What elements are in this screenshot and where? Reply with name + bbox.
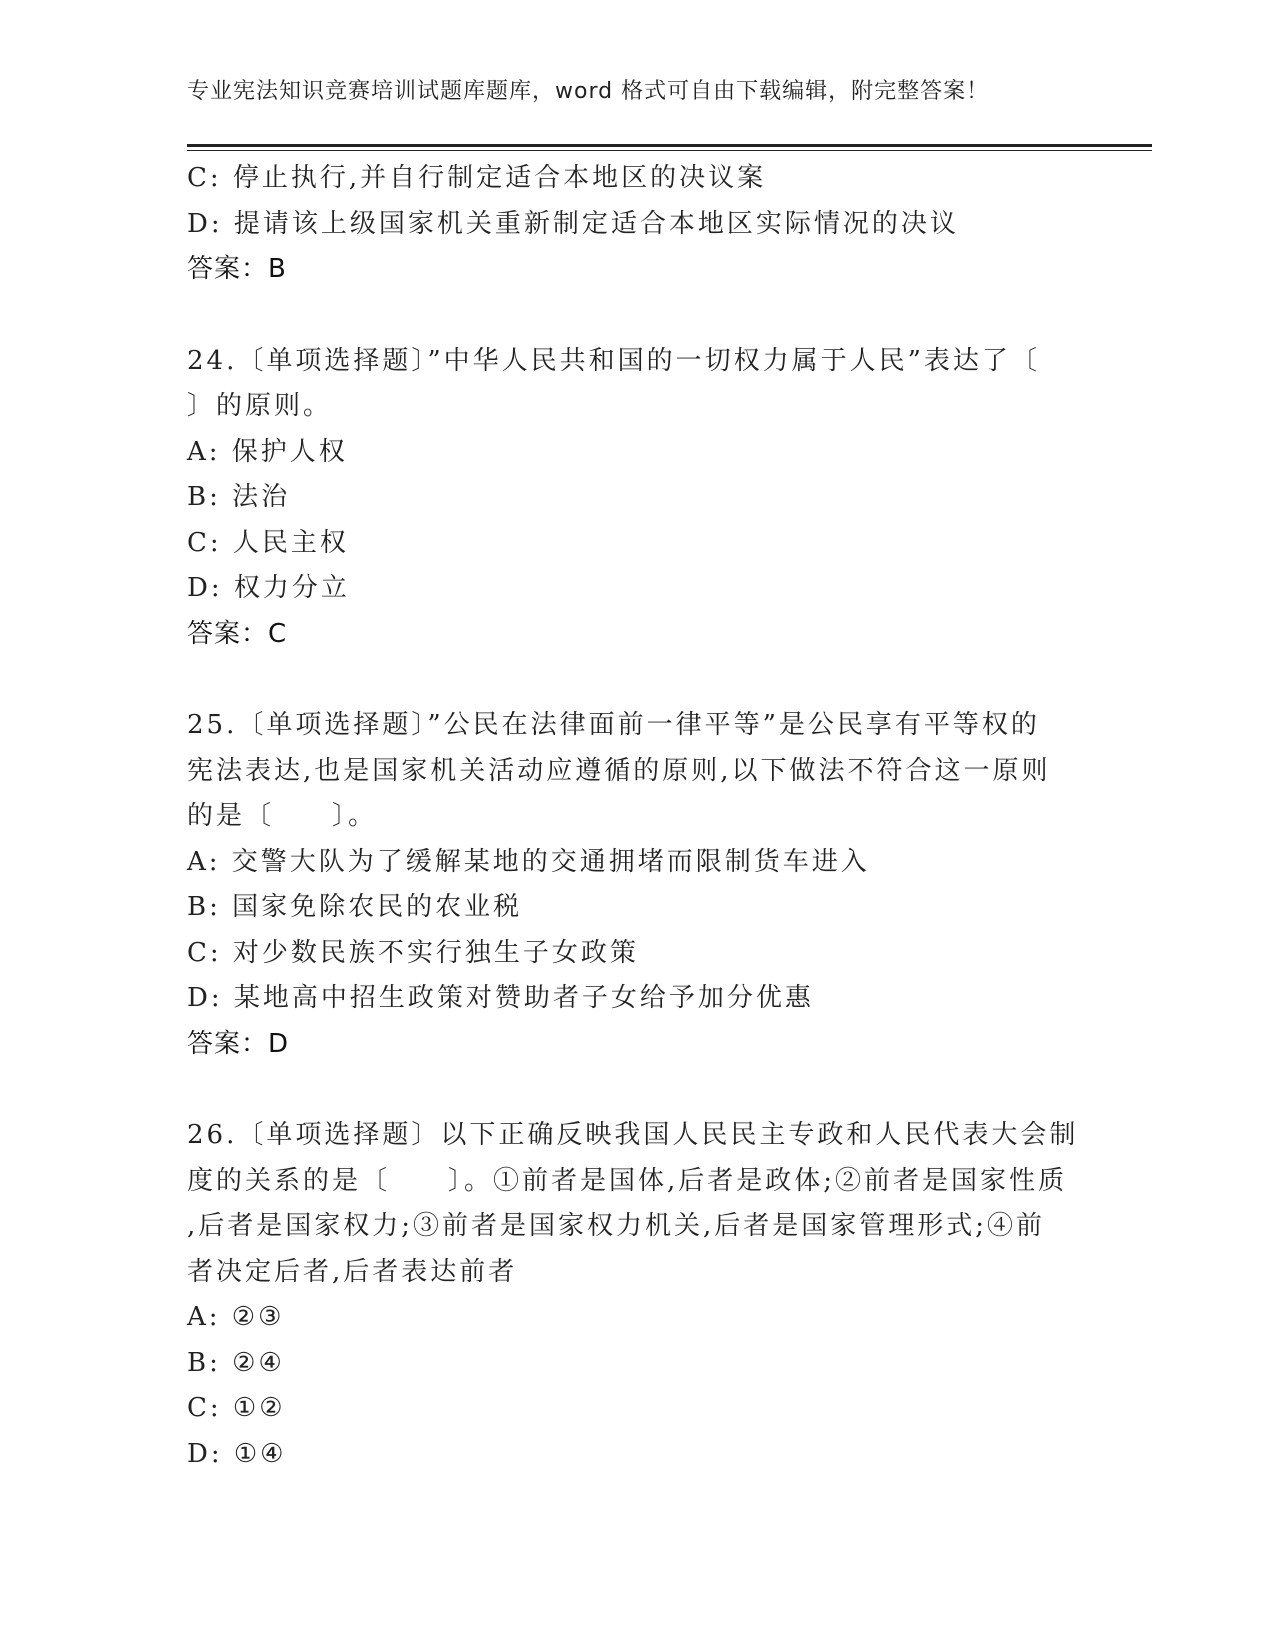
answer-label: 答案：B: [187, 254, 287, 284]
spacer: [187, 657, 1087, 703]
option-a: A: 交警大队为了缓解某地的交通拥堵而限制货车进入: [187, 846, 870, 877]
page-header: 专业宪法知识竞赛培训试题库题库，word 格式可自由下载编辑，附完整答案！: [187, 79, 990, 104]
question-text: 的是〔 〕。: [187, 801, 378, 831]
question-text: 者决定后者,后者表达前者: [187, 1256, 518, 1287]
option-d: D: 提请该上级国家机关重新制定适合本地区实际情况的决议: [187, 208, 959, 239]
question-25: [187, 703, 1087, 1067]
option-c: C: 对少数民族不实行独生子女政策: [187, 937, 639, 968]
question-text: 25.〔单项选择题〕”公民在法律面前一律平等”是公民享有平等权的: [187, 710, 1040, 740]
question-text: 宪法表达,也是国家机关活动应遵循的原则,以下做法不符合这一原则: [187, 755, 1051, 786]
question-text: 26.〔单项选择题〕以下正确反映我国人民民主专政和人民代表大会制: [187, 1120, 1079, 1150]
option-d: D: 某地高中招生政策对赞助者子女给予加分优惠: [187, 983, 814, 1013]
option-a: A: ②③: [187, 1302, 285, 1332]
option-d: D: 权力分立: [187, 573, 350, 603]
spacer: [187, 1067, 1087, 1113]
answer-label: 答案：C: [187, 618, 288, 649]
option-c: C: ①②: [187, 1393, 286, 1423]
question-content: [187, 156, 1087, 1477]
option-b: B: ②④: [187, 1347, 285, 1378]
option-c: C: 停止执行,并自行制定适合本地区的决议案: [187, 163, 767, 193]
question-text: 〕的原则。: [187, 391, 333, 421]
spacer: [187, 293, 1087, 339]
question-24: [187, 339, 1087, 658]
option-a: A: 保护人权: [187, 436, 348, 467]
question-26: [187, 1113, 1087, 1477]
header-rule-thick: [187, 144, 1152, 147]
option-b: B: 国家免除农民的农业税: [187, 892, 523, 922]
option-c: C: 人民主权: [187, 527, 349, 558]
option-d: D: ①④: [187, 1438, 287, 1469]
question-text: ,后者是国家权力;③前者是国家权力机关,后者是国家管理形式;④前: [187, 1211, 1046, 1241]
question-text: 度的关系的是〔 〕。①前者是国体,后者是政体;②前者是国家性质: [187, 1165, 1068, 1196]
header-rule-thin: [187, 150, 1152, 151]
question-text: 24.〔单项选择题〕”中华人民共和国的一切权力属于人民”表达了〔: [187, 345, 1040, 376]
question-23-tail: [187, 156, 1087, 293]
option-b: B: 法治: [187, 482, 291, 512]
answer-label: 答案：D: [187, 1028, 290, 1059]
